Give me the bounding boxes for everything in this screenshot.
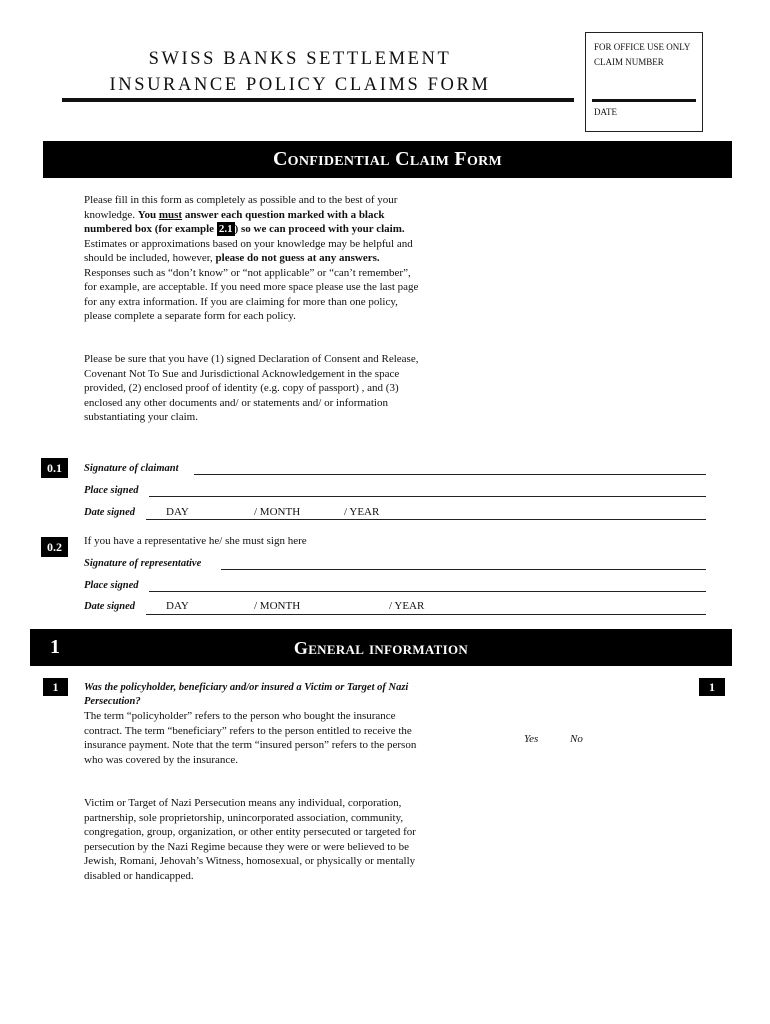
no-option[interactable]: No xyxy=(570,733,583,745)
document-title-line2: INSURANCE POLICY CLAIMS FORM xyxy=(109,75,491,95)
place-signed-field[interactable] xyxy=(149,496,706,497)
intro-text: Please fill in this form as completely as possible and to the best of your knowledge. xyxy=(84,194,398,221)
confidential-banner xyxy=(43,141,732,178)
place-signed-label: Place signed xyxy=(84,580,139,591)
yes-option[interactable]: Yes xyxy=(524,733,539,745)
claim-number-label: CLAIM NUMBER xyxy=(594,57,664,67)
date-signed-label: Date signed xyxy=(84,507,136,518)
office-use-box xyxy=(585,32,703,132)
question-number-box-right: 1 xyxy=(699,678,725,696)
date-month-label: / MONTH xyxy=(254,506,301,518)
signature-claimant-label: Signature of claimant xyxy=(84,463,179,474)
section-number-box-0-2: 0.2 xyxy=(41,537,68,557)
general-information-title: General information xyxy=(293,638,469,658)
question-1-definition: The term “policyholder” refers to the person who bought the insurance contract. The term “beneficiary” refers to the person entitled to receive the insurance payment. Note that the term “insured person” refers to the person who was covered by the insurance. xyxy=(84,710,417,766)
intro-paragraph-2 xyxy=(84,352,424,425)
intro-bold-text: ) so we can proceed with your claim. xyxy=(234,223,405,235)
confidential-banner-title: Confidential Claim Form xyxy=(272,148,503,170)
representative-instruction: If you have a representative he/ she must sign here xyxy=(84,535,307,547)
date-day-label: DAY xyxy=(166,506,189,518)
date-day-label: DAY xyxy=(166,600,189,612)
title-rule xyxy=(62,98,574,102)
section-number: 1 xyxy=(50,636,60,658)
intro-text: Estimates or approximations based on your knowledge may be helpful and should be included, however, xyxy=(84,237,413,264)
date-signed-field[interactable] xyxy=(146,519,706,520)
example-number-box: 2.1 xyxy=(218,223,233,235)
place-signed-label: Place signed xyxy=(84,485,139,496)
question-1-title: Was the policyholder, beneficiary and/or insured a Victim or Target of Nazi Persecution? xyxy=(84,682,409,707)
intro-bold-text: answer each question marked with a black numbered box (for example xyxy=(84,208,385,235)
intro-bold-text: please do not guess at any answers. xyxy=(215,252,380,264)
signature-claimant-field[interactable] xyxy=(194,474,706,475)
intro-paragraph-2-text: Please be sure that you have (1) signed Declaration of Consent and Release, Covenant Not To Sue and Jurisdictional Acknowledgement in the space provided, (2) enclosed proof of identity (e.g. copy of passport) , and (3) enclosed any other documents and/ or statements and/ or information substantiating your claim. xyxy=(84,353,419,423)
office-use-label: FOR OFFICE USE ONLY xyxy=(594,42,691,52)
document-title-line1: SWISS BANKS SETTLEMENT xyxy=(148,49,452,69)
general-information-banner xyxy=(30,629,732,666)
question-1-victim-definition: Victim or Target of Nazi Persecution means any individual, corporation, partnership, sole proprietorship, unincorporated association, community, congregation, group, organization, or other entity persecuted or targeted for persecution by the Nazi Regime because they were or were believed to be Jewish, Romani, Jehovah’s Witness, homosexual, or physically or mentally disabled or handicapped. xyxy=(84,797,416,882)
place-signed-field[interactable] xyxy=(149,591,706,592)
claim-number-field[interactable] xyxy=(592,99,696,102)
date-signed-field[interactable] xyxy=(146,614,706,615)
date-month-label: / MONTH xyxy=(254,600,301,612)
question-number-box-left: 1 xyxy=(43,678,68,696)
date-year-label: / YEAR xyxy=(389,600,425,612)
intro-text: Responses such as “don’t know” or “not applicable” or “can’t remember”, for example, are acceptable. If you need more space please use the last page for any extra information. If you are claiming for more than one policy, please complete a separate form for each policy. xyxy=(84,266,419,322)
intro-must-text: must xyxy=(158,208,183,221)
office-date-label: DATE xyxy=(594,107,617,117)
intro-paragraph-1 xyxy=(84,193,424,324)
document-title xyxy=(60,46,540,98)
signature-representative-field[interactable] xyxy=(221,569,706,570)
signature-representative-label: Signature of representative xyxy=(84,558,202,569)
date-year-label: / YEAR xyxy=(344,506,380,518)
section-number-box-0-1: 0.1 xyxy=(41,458,68,478)
date-signed-label: Date signed xyxy=(84,601,136,612)
intro-bold-text: You xyxy=(137,208,159,221)
